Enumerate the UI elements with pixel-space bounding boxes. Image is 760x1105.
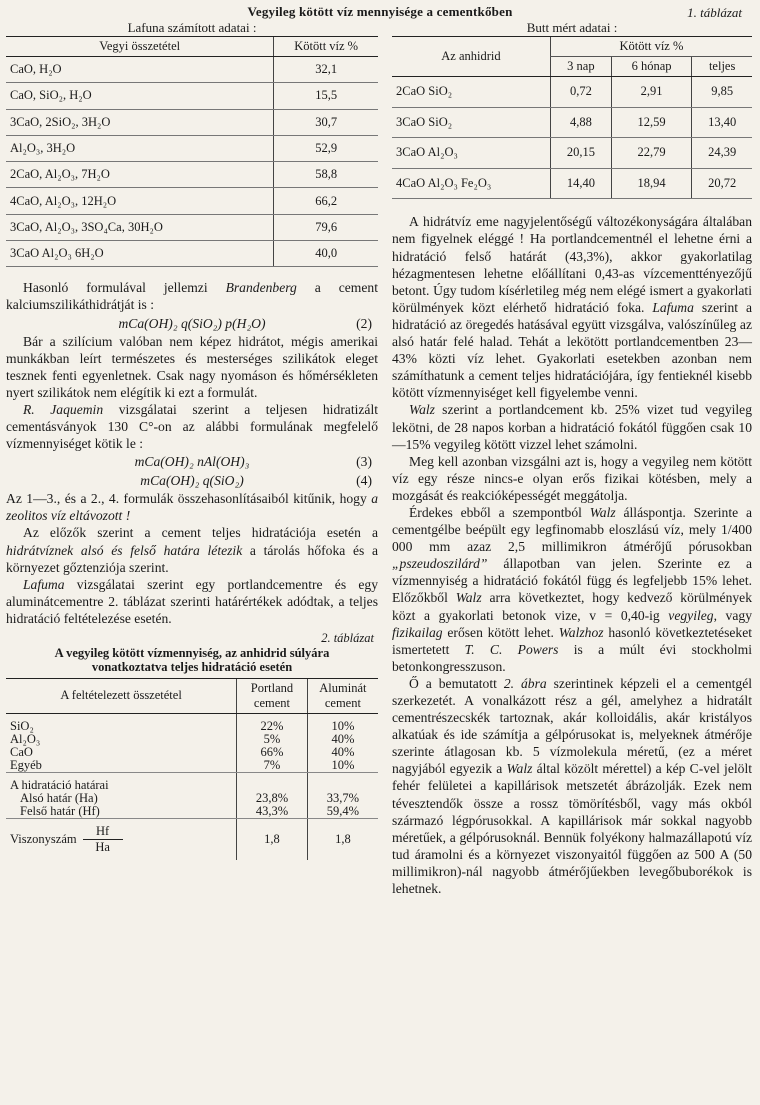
paragraph-walz-allaspont: Érdekes ebből a szempontból Walz álláspontja. Szerinte a cementgélbe beépült egy legfinomabb eloszlású víz, mely 1/400 000 mm azaz 2,5 millimikron átmérőjű pórusokban „pszeudoszilárd” állapotban van jelen. Szerinte ez a vízmennyiség a hidratáció fokától függ és legfeljebb 15% lehet. Előzőkből Walz arra következtet, hogy kedvező körülmények közt a gyakorlati betonok vize, v = 0,40-ig vegyileg, vagy fizikailag erősen kötött lehet. Walzhoz hasonló következtetéseket ismertetett T. C. Powers is a múlt évi stockholmi betonkongresszuson. [392, 504, 752, 674]
value-3-nap: 14,40 [550, 168, 611, 199]
formula-cell: 4CaO, Al₂O₃, 12H₂O [6, 188, 274, 214]
paragraph-cementgel: Ő a bemutatott 2. ábra szerintinek képzeli el a cementgél szerkezetét. A vonalkázott rész a gél, amelyhez a hidratált cementrészecskék tartoznak, akár kolloidális, akár kristályos alkatúak és ide számítja a gélpórusokat is, melyeknek átmérője szerinte átlagosan kb. 5 vízmolekula méretű, (ez a méret nagyjából egyezik a Walz által közölt mérettel) a kép C-vel jelölt fehér felületei a kapillárisok metszetét ábrázolják. Ezek nem tévesztendők össze a rossz tömörítésből, vagy más okból származó légpórusokkal. A kapillárisok már sokkal nagyobb méretűek, a gélpórusoknál. Bennük folyékony halmazállapotú víz tud áramolni és a környezet viszonyaitól függően az 500 A (50 millimikron)-nál nagyobb átmérőjűekben levegőbuborékok is lehetnek. [392, 675, 753, 897]
header-teljes: teljes [692, 57, 752, 77]
header-portland: Portland cement [237, 678, 308, 713]
paragraph-lafuma: Lafuma vizsgálatai szerint egy portlandcementre és egy aluminátcementre 2. táblázat szerinti határértékek adódtak, a teljes hidratáció feltételezése esetén. [6, 576, 378, 626]
limit-name: Alsó határ (Ha) [20, 790, 98, 805]
table-row [6, 162, 378, 188]
formula-cell: CaO, SiO₂, H₂O [6, 83, 274, 109]
value-6-honap: 2,91 [611, 77, 691, 108]
formula-cell: 3CaO, Al₂O₃, 3SO₄Ca, 30H₂O [6, 214, 274, 240]
formula-cell: 4CaO Al₂O₃ Fe₂O₃ [392, 168, 550, 199]
portland-ratio: 1,8 [237, 818, 308, 860]
aluminat-value: 10% [307, 759, 378, 773]
paragraph-szilicium: Bár a szilícium valóban nem képez hidrátot, mégis amerikai munkákban leírt természetes és mesterséges szilikátok eleget tesznek fenti egyenletnek. Csak nagy nyomáson és hőmérsékleten nyert szilikátok nem elégítik ki ezt a formulát. [6, 333, 378, 400]
aluminat-value: 10% [307, 720, 378, 733]
table-2-title: A vegyileg kötött vízmennyiség, az anhidrid súlyára vonatkoztatva teljes hidratáció esetén [54, 645, 330, 674]
formula-cell: 3CaO Al₂O₃ [392, 138, 550, 169]
formula-cell: 2CaO SiO₂ [392, 77, 550, 108]
formula-3: mCa(OH)₂ nAl(OH)₃ (3) [134, 454, 372, 470]
table-row [6, 188, 378, 214]
paragraph-hatar: Az előzők szerint a cement teljes hidratációja esetén a hidrátvíznek alsó és felső határa létezik a tárolás hőfoka és a környezet gőztenziója szerint. [6, 525, 378, 575]
value-cell: 52,9 [274, 135, 378, 161]
value-cell: 58,8 [274, 162, 378, 188]
left-column [6, 20, 378, 860]
page-title: Vegyileg kötött víz mennyisége a cementkőben [247, 4, 513, 19]
aluminat-value: 33,7% [307, 792, 378, 805]
formula-cell: 3CaO Al₂O₃ 6H₂O [6, 241, 274, 267]
table-1-label: 1. táblázat [687, 5, 742, 20]
value-3-nap: 4,88 [550, 107, 611, 138]
butt-heading: Butt mért adatai : [526, 20, 618, 35]
aluminat-ratio: 1,8 [307, 818, 378, 860]
portland-value: 43,3% [237, 805, 308, 819]
value-cell: 79,6 [274, 214, 378, 240]
composition-row [6, 759, 378, 773]
component-name: CaO [10, 744, 33, 759]
composition-row [6, 733, 378, 746]
portland-value: 5% [237, 733, 308, 746]
value-cell: 66,2 [274, 188, 378, 214]
composition-row [6, 746, 378, 759]
ratio-fraction: $\frac{Hf}{Ha}$ [83, 825, 123, 854]
value-cell: 40,0 [274, 241, 378, 267]
value-cell: 32,1 [274, 57, 378, 83]
table-row [392, 107, 752, 138]
paragraph-zeolitos: Az 1—3., és a 2., 4. formulák összehasonlításaiból kitűnik, hogy a zeolitos víz eltávozott ! [6, 491, 378, 524]
value-6-honap: 22,79 [611, 138, 691, 169]
table-row [6, 83, 378, 109]
value-teljes: 9,85 [692, 77, 752, 108]
header-6-honap: 6 hónap [611, 57, 691, 77]
header-osszetetel: A feltételezett összetétel [6, 678, 237, 713]
paragraph-vizsgalni: Meg kell azonban vizsgálni azt is, hogy a vegyileg nem kötött víz egy része nincs-e olyan erős fizikai kötésben, mely a mozgását és reakcióképességét meggátolja. [392, 453, 752, 503]
limits-heading: A hidratáció határai [10, 777, 109, 792]
table-row [392, 138, 752, 169]
table-row [6, 109, 378, 135]
table-row [6, 57, 378, 83]
value-cell: 15,5 [274, 83, 378, 109]
value-6-honap: 12,59 [611, 107, 691, 138]
aluminat-value: 40% [307, 733, 378, 746]
table-row [6, 214, 378, 240]
limit-name: Felső határ (Hf) [6, 805, 237, 819]
component-name: Egyéb [6, 759, 237, 773]
right-column [392, 20, 752, 897]
table-row [392, 168, 752, 199]
paragraph-hidratviz: A hidrátvíz eme nagyjelentőségű változékonyságára általában nem figyelnek eléggé ! Ha portlandcementnél el lehetne érni a hidratáció felső határát (43,3%), akkor gyakorlatilag hézagmentesen lehetne előállítani 0,43-as vízcementtényezőjű betont. Úgy tudom kísérletileg még nem elégé ismert a gyakorlati körülmények közt elérhető hidratáció foka. Lafuma szerint a hidratáció az öregedés hatásával együtt vizsgálva, valószínűleg az alsó határ felé halad. Tehát a lekötött portlandcementben 23—43% közti víz lehet. Gyakorlati esetekben azonban nem számíthatunk a cement teljes hidratációjára, így fentieknél kisebb kötött vízmennyiséget kell figyelembe venni. [392, 214, 752, 401]
table-2 [6, 678, 378, 860]
header-aluminat: Aluminát cement [307, 678, 378, 713]
table-1-left [6, 36, 378, 267]
aluminat-value: 40% [307, 746, 378, 759]
table-row [6, 135, 378, 161]
formula-cell: Al₂O₃, 3H₂O [6, 135, 274, 161]
value-3-nap: 0,72 [550, 77, 611, 108]
portland-value: 7% [237, 759, 308, 773]
lafuna-heading: Lafuna számított adatai : [127, 20, 257, 35]
paragraph-walz-1: Walz szerint a portlandcement kb. 25% vizet tud vegyileg lekötni, de 28 napos korban a hidratáció fokától függően csak 10—15% vegyileg kötött vizzel lehet számolni. [392, 402, 752, 452]
header-vegyi: Vegyi összetétel [6, 37, 274, 57]
value-teljes: 20,72 [692, 168, 752, 199]
portland-value: 23,8% [237, 792, 308, 805]
table-2-label: 2. táblázat [321, 630, 374, 645]
composition-row [6, 720, 378, 733]
ratio-label: Viszonyszám [10, 831, 77, 846]
portland-value: 22% [237, 720, 308, 733]
ratio-row [6, 818, 378, 860]
header-kotott-viz-group: Kötött víz % [550, 37, 752, 57]
component-name: SiO₂ [10, 718, 34, 733]
value-3-nap: 20,15 [550, 138, 611, 169]
aluminat-value: 59,4% [307, 805, 378, 819]
paragraph-jaquemin: R. Jaquemin vizsgálatai szerint a teljesen hidratizált cementásványok 130 C°-on az alábbi formulának megfelelő vízmennyiséget kötik le : [6, 401, 378, 452]
value-6-honap: 18,94 [611, 168, 691, 199]
portland-value: 66% [237, 746, 308, 759]
value-teljes: 24,39 [692, 138, 752, 169]
limit-row [6, 805, 378, 819]
formula-2: mCa(OH)₂ q(SiO₂) p(H₂O) (2) [118, 315, 372, 331]
formula-cell: CaO, H₂O [6, 57, 274, 83]
formula-cell: 2CaO, Al₂O₃, 7H₂O [6, 162, 274, 188]
formula-cell: 3CaO, 2SiO₂, 3H₂O [6, 109, 274, 135]
paragraph-brandenberg: Hasonló formulával jellemzi Brandenberg a cement kalciumszilikáthidrátját is : [6, 280, 378, 313]
formula-cell: 3CaO SiO₂ [392, 107, 550, 138]
table-row [392, 77, 752, 108]
table-1-right [392, 36, 752, 199]
value-teljes: 13,40 [692, 107, 752, 138]
header-3-nap: 3 nap [550, 57, 611, 77]
header-kotott-viz: Kötött víz % [274, 37, 378, 57]
header-anhidrid: Az anhidrid [392, 37, 550, 77]
value-cell: 30,7 [274, 109, 378, 135]
table-row [6, 241, 378, 267]
component-name: Al₂O₃ [10, 731, 41, 746]
formula-4: mCa(OH)₂ q(SiO₂) (4) [140, 473, 372, 489]
